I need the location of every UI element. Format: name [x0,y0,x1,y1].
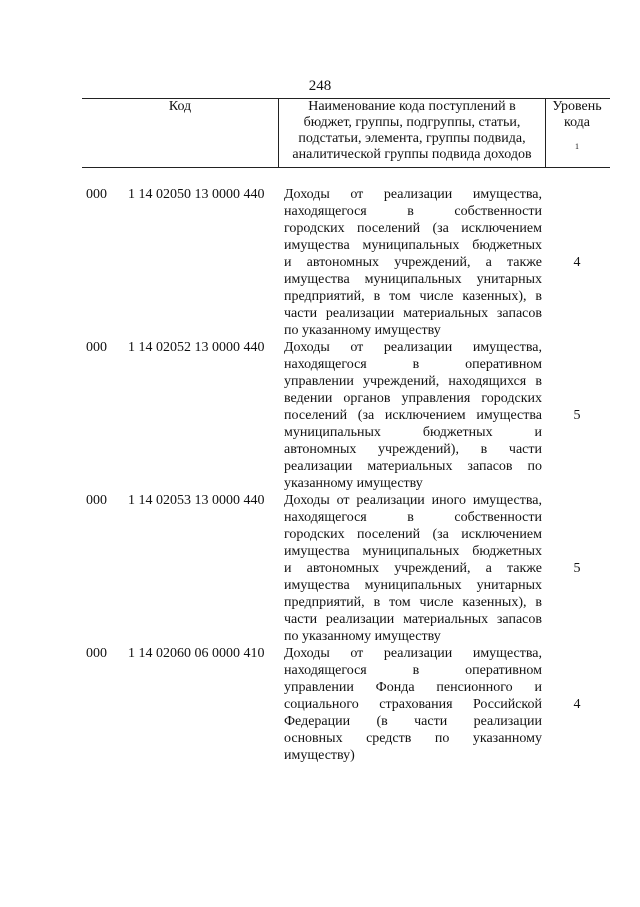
header-code-label: Код [168,99,192,114]
budget-code: 1 14 02060 06 0000 410 [128,646,265,661]
description [284,492,542,645]
header-name-line: аналитической группы подвида доходов [292,147,532,162]
table-row [82,339,610,492]
description-line: части реализации материальных запасов [284,612,542,627]
header-level-word: кода [563,115,591,130]
admin-code: 000 [86,493,107,508]
description-line: поселений (за исключением имущества [284,408,542,423]
code-level: 5 [573,561,581,576]
table-row [82,492,610,645]
admin-code: 000 [86,340,107,355]
table-row [82,186,610,339]
description-line: предприятий, в том числе казенных), в [284,289,542,304]
description-line: Федерации (в части реализации [284,714,542,729]
header-name-line: Наименование кода поступлений в [308,99,516,114]
description-line: имущества муниципальных бюджетных [284,238,542,253]
description-line: имущества муниципальных унитарных [284,578,542,593]
table-header [82,98,610,168]
description-line: находящегося в собственности [284,510,542,525]
description-line: по указанному имуществу [284,629,441,644]
code-level: 4 [573,697,581,712]
description-line: указанному имуществу [284,476,423,491]
description-line: городских поселений (за исключением [284,221,542,236]
code-level: 5 [573,408,581,423]
description-line: Доходы от реализации имущества, [284,646,542,661]
header-name-line: подстатьи, элемента, группы подвида, [298,131,526,146]
description-line: ведении органов управления городских [284,391,542,406]
header-level-line: кода 1 [544,115,610,147]
budget-code: 1 14 02053 13 0000 440 [128,493,265,508]
description-line: основных средств по указанному [284,731,542,746]
description-line: имуществу) [284,748,355,763]
description-line: управлении учреждений, находящихся в [284,374,542,389]
description [284,339,542,492]
budget-code: 1 14 02052 13 0000 440 [128,340,265,355]
description-line: городских поселений (за исключением [284,527,542,542]
header-level-line: Уровень [552,99,602,114]
admin-code: 000 [86,187,107,202]
page-number: 248 [308,78,332,94]
header-name-column [278,99,546,167]
description-line: находящегося в оперативном [284,663,542,678]
description-line: находящегося в собственности [284,204,542,219]
description-line: и автономных учреждений, а также [284,561,542,576]
description [284,645,542,764]
description-line: автономных учреждений), в части [284,442,542,457]
admin-code: 000 [86,646,107,661]
description-line: муниципальных бюджетных и [284,425,542,440]
description-line: имущества муниципальных унитарных [284,272,542,287]
description-line: предприятий, в том числе казенных), в [284,595,542,610]
description-line: социального страхования Российской [284,697,542,712]
description-line: по указанному имуществу [284,323,441,338]
description-line: находящегося в оперативном [284,357,542,372]
description-line: части реализации материальных запасов [284,306,542,321]
description-line: Доходы от реализации имущества, [284,187,542,202]
description-line: имущества муниципальных бюджетных [284,544,542,559]
description-line: и автономных учреждений, а также [284,255,542,270]
header-name-line: бюджет, группы, подгруппы, статьи, [303,115,521,130]
header-code-column [82,99,278,167]
description-line: Доходы от реализации имущества, [284,340,542,355]
description-line: управлении Фонда пенсионного и [284,680,542,695]
code-level: 4 [573,255,581,270]
description [284,186,542,339]
description-line: Доходы от реализации иного имущества, [284,493,542,508]
table-row [82,645,610,764]
header-level-column [544,99,610,167]
budget-code: 1 14 02050 13 0000 440 [128,187,265,202]
description-line: реализации материальных запасов по [284,459,542,474]
